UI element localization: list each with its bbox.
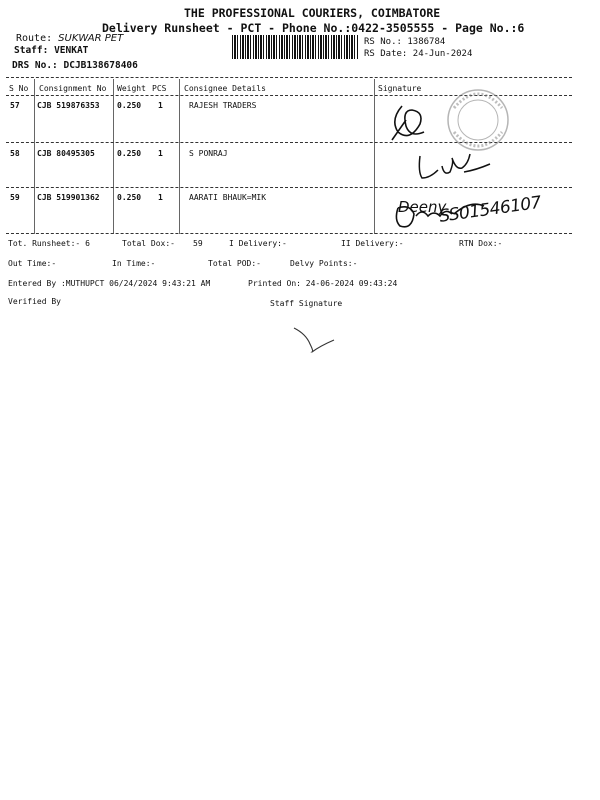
i-delivery: I Delivery:- — [229, 239, 287, 248]
company-stamp — [448, 90, 508, 150]
row-pcs: 1 — [158, 193, 163, 202]
rs-no-label: RS No.: — [364, 37, 402, 47]
route-label: Route: — [16, 33, 53, 44]
rs-no-field — [364, 37, 445, 47]
total-pod: Total POD:- — [208, 259, 261, 268]
drs-field — [12, 60, 138, 71]
row-weight: 0.250 — [117, 193, 142, 202]
drs-label: DRS No.: — [12, 60, 58, 71]
company-title: THE PROFESSIONAL COURIERS, COIMBATORE — [184, 6, 441, 20]
row-consignee: S PONRAJ — [189, 149, 228, 158]
row-consignment: CJB 519876353 — [37, 101, 100, 110]
barcode — [232, 35, 358, 59]
route-value: SUKWAR PET — [58, 33, 124, 44]
verified-by: Verified By — [8, 297, 61, 306]
column-divider — [374, 79, 375, 234]
staff-signature-label: Staff Signature — [270, 299, 343, 308]
row-pcs: 1 — [158, 149, 163, 158]
row-weight: 0.250 — [117, 149, 142, 158]
total-dox-label: Total Dox:- — [122, 239, 175, 248]
tot-runsheet: Tot. Runsheet:- 6 — [8, 239, 90, 248]
staff-label: Staff: — [14, 45, 49, 56]
entered-by: Entered By :MUTHUPCT 06/24/2024 9:43:21 AM — [8, 279, 211, 288]
row-consignment: CJB 80495305 — [37, 149, 95, 158]
row-sno: 58 — [10, 149, 20, 158]
row-weight: 0.250 — [117, 101, 142, 110]
handwritten-number: SS01546107 — [438, 192, 543, 227]
table-top-rule — [6, 77, 572, 78]
out-time: Out Time:- — [8, 259, 57, 268]
column-divider — [34, 79, 35, 234]
runsheet-title: Delivery Runsheet - PCT - Phone No.:0422-3505555 - Page No.:6 — [102, 21, 525, 35]
rs-date-field — [364, 49, 472, 59]
column-divider — [113, 79, 114, 234]
row-consignment: CJB 519901362 — [37, 193, 100, 202]
column-divider — [179, 79, 180, 234]
rs-no-value: 1386784 — [407, 37, 446, 47]
total-dox-value: 59 — [193, 239, 203, 248]
rs-date-label: RS Date: — [364, 49, 408, 59]
delvy-points: Delvy Points:- — [290, 259, 358, 268]
signature-mark-2 — [419, 154, 490, 178]
staff-signature-mark — [290, 322, 350, 358]
signature-mark-1 — [392, 106, 424, 140]
staff-field — [14, 45, 88, 56]
row-sno: 59 — [10, 193, 20, 202]
col-header-signature: Signature — [378, 84, 422, 93]
col-header-weight: Weight — [117, 84, 146, 93]
row-consignee: AARATI BHAUK=MIK — [189, 193, 267, 202]
row-consignee: RAJESH TRADERS — [189, 101, 257, 110]
printed-on: Printed On: 24-06-2024 09:43:24 — [248, 279, 398, 288]
route-field — [16, 33, 123, 44]
ii-delivery: II Delivery:- — [341, 239, 404, 248]
handwritten-name: Deeny — [398, 198, 447, 216]
drs-value: DCJB138678406 — [63, 60, 138, 71]
in-time: In Time:- — [112, 259, 156, 268]
col-header-sno: S No — [9, 84, 29, 93]
col-header-consignee: Consignee Details — [184, 84, 266, 93]
row-sno: 57 — [10, 101, 20, 110]
col-header-pcs: PCS — [152, 84, 167, 93]
staff-value: VENKAT — [54, 45, 89, 56]
col-header-consignment: Consignment No — [39, 84, 107, 93]
rs-date-value: 24-Jun-2024 — [412, 49, 473, 59]
rtn-dox: RTN Dox:- — [459, 239, 503, 248]
row-pcs: 1 — [158, 101, 163, 110]
